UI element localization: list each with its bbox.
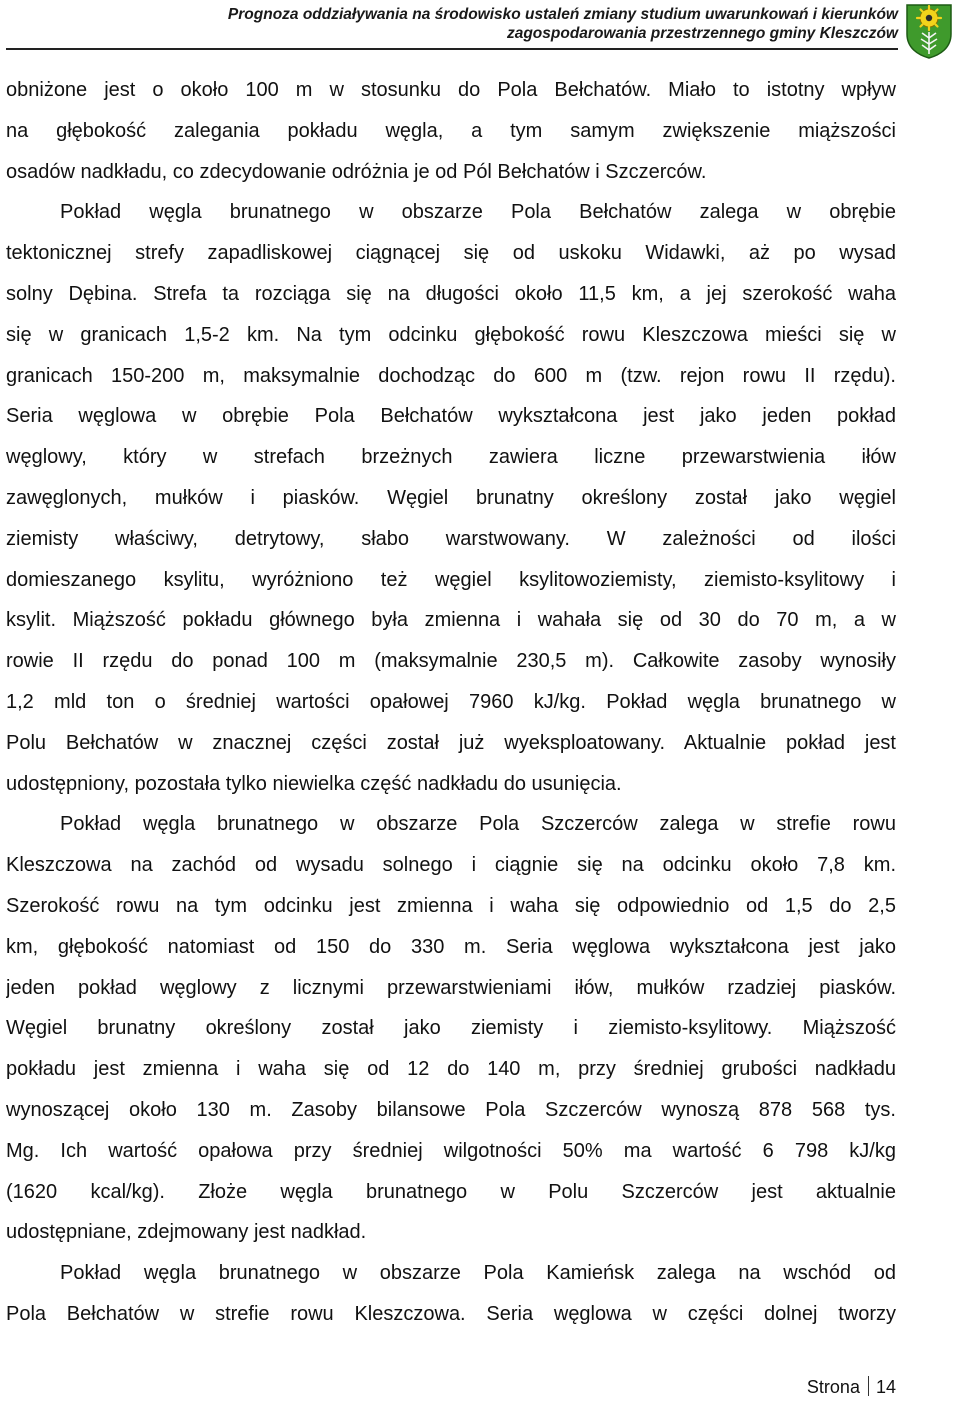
text-line-11: zawęglonych, mułków i piasków. Węgiel brunatny określony został jako węgiel <box>6 486 896 509</box>
document-title-line-2: zagospodarowania przestrzennego gminy Kleszczów <box>506 25 898 42</box>
document-title <box>38 5 898 43</box>
text-line-2: na głębokość zalegania pokładu węgla, a tym samym zwiększenie miąższości <box>6 119 896 142</box>
text-line-6: solny Dębina. Strefa ta rozciąga się na długości około 11,5 km, a jej szerokość waha <box>6 282 896 305</box>
text-line-30: Pokład węgla brunatnego w obszarze Pola Kamieńsk zalega na wschód od <box>60 1262 896 1285</box>
text-line-19: Pokład węgla brunatnego w obszarze Pola Szczerców zalega w strefie rowu <box>60 813 896 836</box>
text-line-3: osadów nadkładu, co zdecydowanie odróżnia je od Pól Bełchatów i Szczerców. <box>6 160 707 183</box>
text-line-13: domieszanego ksylitu, wyróżniono też węgiel ksylitowoziemisty, ziemisto-ksylitowy i <box>6 568 896 591</box>
text-line-20: Kleszczowa na zachód od wysadu solnego i ciągnie się na odcinku około 7,8 km. <box>6 854 896 877</box>
text-line-18: udostępniony, pozostała tylko niewielka część nadkładu do usunięcia. <box>6 772 622 795</box>
text-line-29: udostępniane, zdejmowany jest nadkład. <box>6 1221 367 1244</box>
text-line-17: Polu Bełchatów w znacznej części został już wyeksploatowany. Aktualnie pokład jest <box>6 731 896 754</box>
text-line-25: pokładu jest zmienna i waha się od 12 do 140 m, przy średniej grubości nadkładu <box>6 1058 896 1081</box>
text-line-23: jeden pokład węglowy z licznymi przewarstwieniami iłów, mułków rzadziej piasków. <box>6 976 896 999</box>
text-line-26: wynoszącej około 130 m. Zasoby bilansowe Pola Szczerców wynoszą 878 568 tys. <box>6 1098 896 1121</box>
text-line-15: rowie II rzędu do ponad 100 m (maksymalnie 230,5 m). Całkowite zasoby wynosiły <box>6 650 896 673</box>
text-line-12: ziemisty właściwy, detrytowy, słabo warstwowany. W zależności od ilości <box>6 527 896 550</box>
text-line-8: granicach 150-200 m, maksymalnie dochodząc do 600 m (tzw. rejon rowu II rzędu). <box>6 364 896 387</box>
text-line-4: Pokład węgla brunatnego w obszarze Pola Bełchatów zalega w obrębie <box>60 201 896 224</box>
text-line-7: się w granicach 1,5-2 km. Na tym odcinku głębokość rowu Kleszczowa mieści się w <box>6 323 896 346</box>
text-line-1: obniżone jest o około 100 m w stosunku do Pola Bełchatów. Miało to istotny wpływ <box>6 79 896 101</box>
text-line-9: Seria węglowa w obrębie Pola Bełchatów wykształcona jest jako jeden pokład <box>6 405 896 428</box>
text-line-21: Szerokość rowu na tym odcinku jest zmienna i waha się odpowiednio od 1,5 do 2,5 <box>6 894 896 917</box>
text-line-16: 1,2 mld ton o średniej wartości opałowej 7960 kJ/kg. Pokład węgla brunatnego w <box>6 690 896 713</box>
document-title-line-1: Prognoza oddziaływania na środowisko ustaleń zmiany studium uwarunkowań i kierunków <box>227 6 898 23</box>
text-line-28: (1620 kcal/kg). Złoże węgla brunatnego w Polu Szczerców jest aktualnie <box>6 1180 896 1203</box>
text-line-14: ksylit. Miąższość pokładu głównego była zmienna i wahała się od 30 do 70 m, a w <box>6 609 896 632</box>
page-footer <box>807 1375 896 1399</box>
text-line-5: tektonicznej strefy zapadliskowej ciągnącej się od uskoku Widawki, aż po wysad <box>6 242 896 265</box>
text-line-22: km, głębokość natomiast od 150 do 330 m. Seria węglowa wykształcona jest jako <box>6 935 896 958</box>
page-number: 14 <box>875 1377 896 1397</box>
page-label: Strona <box>806 1377 860 1397</box>
text-line-31: Pola Bełchatów w strefie rowu Kleszczowa. Seria węglowa w części dolnej tworzy <box>6 1302 896 1325</box>
text-line-24: Węgiel brunatny określony został jako ziemisty i ziemisto-ksylitowy. Miąższość <box>6 1017 896 1040</box>
gmina-kleszczow-crest-icon <box>904 2 954 60</box>
body-text <box>6 70 896 1335</box>
header-divider <box>6 48 898 50</box>
text-line-10: węglowy, który w strefach brzeżnych zawiera liczne przewarstwienia iłów <box>6 446 896 469</box>
page-separator <box>868 1376 869 1396</box>
text-line-27: Mg. Ich wartość opałowa przy średniej wilgotności 50% ma wartość 6 798 kJ/kg <box>6 1139 896 1162</box>
page-header <box>0 0 960 52</box>
